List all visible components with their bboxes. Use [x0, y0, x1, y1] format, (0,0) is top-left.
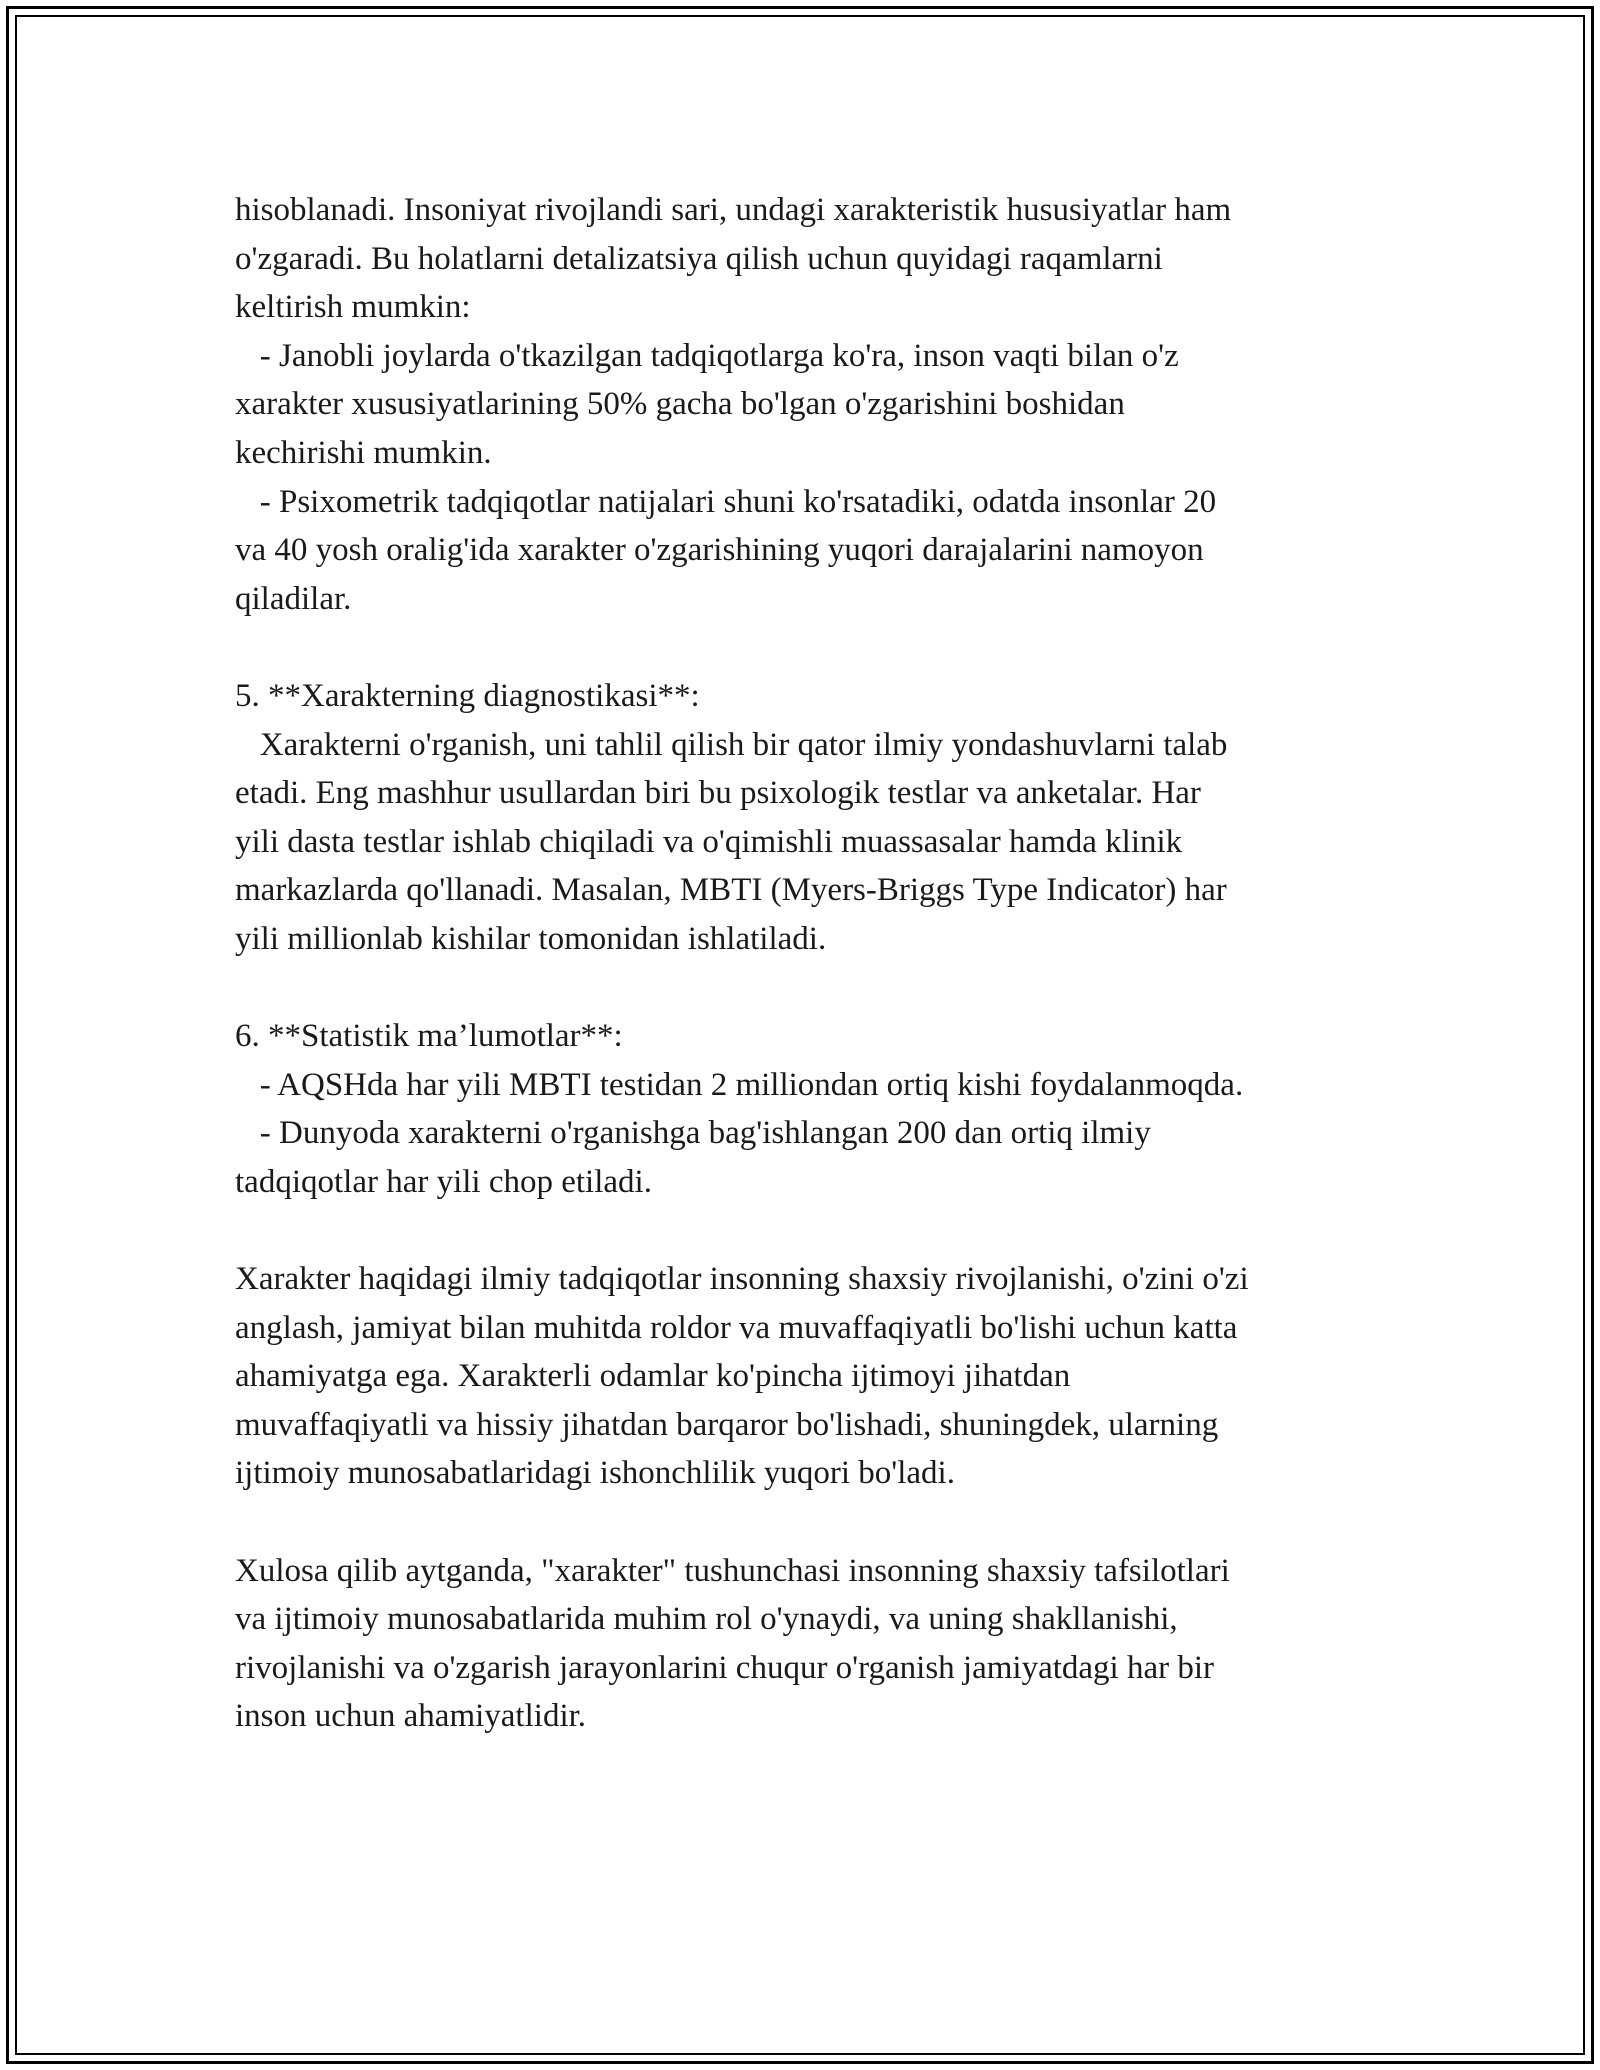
blank-line	[235, 1498, 1385, 1547]
list-item-janobli: - Janobli joylarda o'tkazilgan tadqiqotlarga ko'ra, inson vaqti bilan o'z xarakter xususiyatlarining 50% gacha bo'lgan o'zgarishini boshidan kechirishi mumkin.	[235, 337, 1179, 471]
blank-line	[235, 1206, 1385, 1255]
paragraph-xarakter-tadqiqotlar: Xarakter haqidagi ilmiy tadqiqotlar insonning shaxsiy rivojlanishi, o'zini o'zi anglash, jamiyat bilan muhitda roldor va muvaffaqiyatli bo'lishi uchun katta ahamiyatga ega. Xarakterli odamlar ko'pincha ijtimoyi jihatdan muvaffaqiyatli va hissiy jihatdan barqaror bo'lishadi, shuningdek, ularning ijtimoiy munosabatlaridagi ishonchlilik yuqori bo'ladi.	[235, 1261, 1249, 1492]
blank-line	[235, 623, 1385, 672]
blank-line	[235, 964, 1385, 1013]
section-heading-statistik: 6. **Statistik ma’lumotlar**:	[235, 1018, 623, 1055]
paragraph-diagnostikasi: Xarakterni o'rganish, uni tahlil qilish bir qator ilmiy yondashuvlarni talab etadi. Eng mashhur usullardan biri bu psixologik testlar va anketalar. Har yili dasta testlar ishlab chiqiladi va o'qimishli muassasalar hamda klinik markazlarda qo'llanadi. Masalan, MBTI (Myers-Briggs Type Indicator) har yili millionlab kishilar tomonidan ishlatiladi.	[235, 726, 1228, 957]
list-item-psixometrik: - Psixometrik tadqiqotlar natijalari shuni ko'rsatadiki, odatda insonlar 20 va 40 yosh oralig'ida xarakter o'zgarishining yuqori darajalarini namoyon qiladilar.	[235, 483, 1217, 617]
paragraph-intro: hisoblanadi. Insoniyat rivojlandi sari, undagi xarakteristik hususiyatlar ham o'zgaradi. Bu holatlarni detalizatsiya qilish uchun quyidagi raqamlarni keltirish mumkin:	[235, 192, 1232, 326]
paragraph-xulosa: Xulosa qilib aytganda, "xarakter" tushunchasi insonning shaxsiy tafsilotlari va ijtimoiy munosabatlarida muhim rol o'ynaydi, va uning shakllanishi, rivojlanishi va o'zgarish jarayonlarini chuqur o'rganish jamiyatdagi har bir inson uchun ahamiyatlidir.	[235, 1552, 1230, 1735]
document-body	[235, 186, 1385, 1741]
section-heading-diagnostikasi: 5. **Xarakterning diagnostikasi**:	[235, 677, 700, 714]
list-item-aqsh: - AQSHda har yili MBTI testidan 2 milliondan ortiq kishi foydalanmoqda.	[235, 1066, 1244, 1103]
list-item-dunyoda: - Dunyoda xarakterni o'rganishga bag'ishlangan 200 dan ortiq ilmiy tadqiqotlar har yili chop etiladi.	[235, 1115, 1151, 1200]
